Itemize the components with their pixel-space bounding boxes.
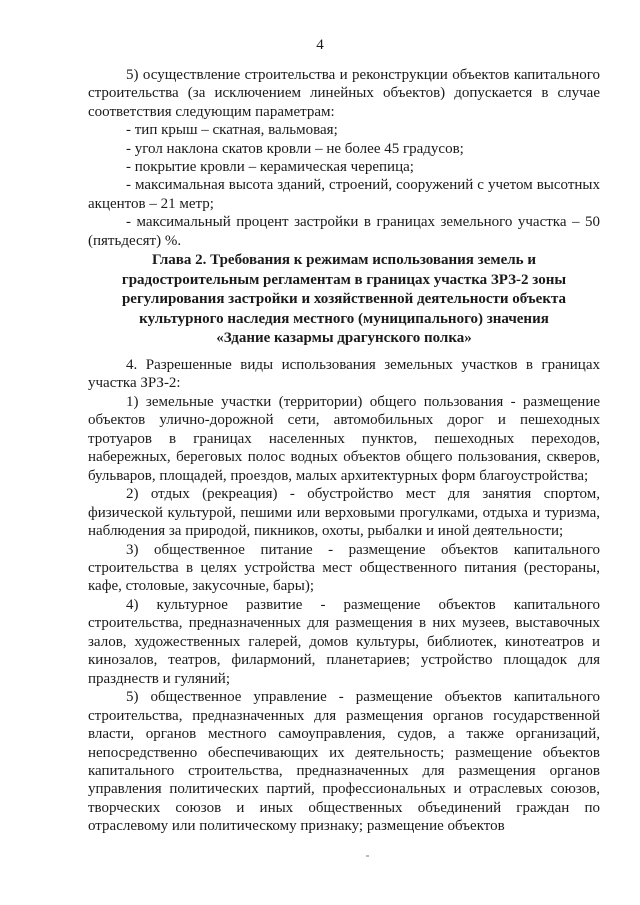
list-item-max-coverage: - максимальный процент застройки в границах земельного участка – 50 (пятьдесят) %. [88, 214, 600, 249]
list-item-public-administration: 5) общественное управление - размещение объектов капитального строительства, предназначенных для размещения органов государственной власти, органов местного самоуправления, судов, а также организаций, непосредственно обеспечивающих их деятельность; размещение объектов капитального строительства, предназначенных для размещения органов управления политических партий, профессиональных и отраслевых союзов, творческих союзов и иных общественных объединений граждан по отраслевому или политическому признаку; размещение объектов [88, 689, 600, 835]
chapter-heading [88, 251, 600, 349]
list-item-public-land: 1) земельные участки (территории) общего пользования - размещение объектов улично-дорожной сети, автомобильных дорог и пешеходных тротуаров в границах населенных пунктов, пешеходных переходов, набережных, береговых полос водных объектов общего пользования, скверов, бульваров, площадей, проездов, малых архитектурных форм благоустройства; [88, 393, 600, 484]
scan-speck [366, 855, 369, 857]
list-item-roof-covering: - покрытие кровли – керамическая черепица; [126, 159, 414, 176]
list-item-max-height: - максимальная высота зданий, строений, сооружений с учетом высотных акцентов – 21 метр; [88, 177, 600, 212]
chapter-heading-line: Глава 2. Требования к режимам использования земель и [152, 252, 536, 268]
paragraph-permitted-uses-intro: 4. Разрешенные виды использования земельных участков в границах участка ЗРЗ-2: [88, 357, 600, 392]
chapter-heading-line: «Здание казармы драгунского полка» [216, 330, 472, 346]
page-number: 4 [316, 37, 324, 53]
list-item-roof-type: - тип крыш – скатная, вальмовая; [126, 122, 338, 139]
chapter-heading-line: регулирования застройки и хозяйственной деятельности объекта [121, 291, 567, 307]
list-item-cultural-development: 4) культурное развитие - размещение объектов капитального строительства, предназначенных для размещения в них музеев, выставочных залов, художественных галерей, домов культуры, библиотек, кинотеатров и кинозалов, театров, филармоний, планетариев; устройство площадок для празднеств и гуляний; [88, 596, 600, 687]
list-item-catering: 3) общественное питание - размещение объектов капитального строительства в целях устройства мест общественного питания (рестораны, кафе, столовые, закусочные, бары); [88, 541, 600, 595]
zone-parameters-section [88, 66, 600, 250]
chapter-heading-line: градостроительным регламентам в границах участка ЗРЗ-2 зоны [121, 271, 567, 288]
list-item-recreation: 2) отдых (рекреация) - обустройство мест для занятия спортом, физической культурой, пешими или верховыми прогулками, отдыха и туризма, наблюдения за природой, пикников, охоты, рыбалки и иной деятельности; [88, 486, 600, 540]
paragraph-construction-conditions: 5) осуществление строительства и реконструкции объектов капитального строительства (за исключением линейных объектов) допускается в случае соответствия следующим параметрам: [88, 67, 600, 120]
chapter-heading-line: культурного наследия местного (муниципального) значения [139, 310, 549, 327]
list-item-roof-slope: - угол наклона скатов кровли – не более 45 градусов; [126, 140, 464, 157]
permitted-uses-section [88, 356, 600, 836]
